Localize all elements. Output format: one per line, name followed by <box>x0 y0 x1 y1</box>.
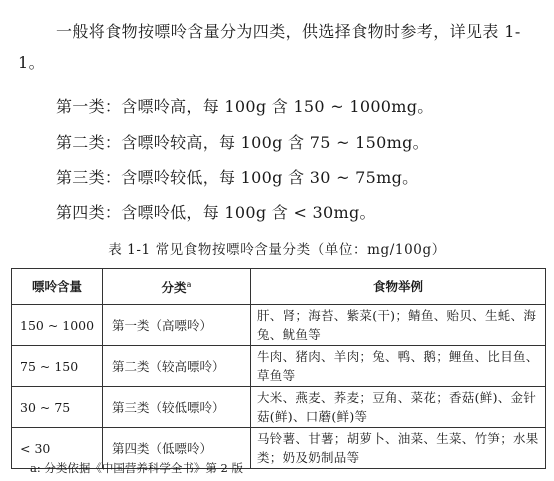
category-line-3: 第三类：含嘌呤较低，每 100g 含 30 ~ 75mg。 <box>56 168 419 187</box>
table-caption: 表 1-1 常见食物按嘌呤含量分类（单位：mg/100g） <box>108 242 446 258</box>
category-line-4: 第四类：含嘌呤低，每 100g 含 < 30mg。 <box>56 203 376 222</box>
header-category-footnote-mark: a <box>186 280 192 290</box>
table-footnote: a: 分类依据《中国营养科学全书》第 2 版 <box>30 461 244 475</box>
header-examples <box>251 269 546 305</box>
cell-category: 第二类（较高嘌呤） <box>103 346 251 387</box>
header-examples-label: 食物举例 <box>372 279 423 294</box>
intro-text: 一般将食物按嘌呤含量分为四类，供选择食物时参考，详见表 1-1。 <box>18 22 521 72</box>
table-header-row <box>12 269 546 305</box>
table-row <box>12 346 546 387</box>
cell-content: 30 ~ 75 <box>12 387 103 428</box>
cell-examples: 马铃薯、甘薯；胡萝卜、油菜、生菜、竹笋；水果类；奶及奶制品等 <box>251 428 546 469</box>
cell-category: 第一类（高嘌呤） <box>103 305 251 346</box>
header-category <box>103 269 251 305</box>
category-line-1: 第一类：含嘌呤高，每 100g 含 150 ~ 1000mg。 <box>56 97 434 116</box>
category-line-2: 第二类：含嘌呤较高，每 100g 含 75 ~ 150mg。 <box>56 133 429 152</box>
intro-paragraph <box>18 16 538 78</box>
header-content <box>12 269 103 305</box>
cell-content: 75 ~ 150 <box>12 346 103 387</box>
cell-content: < 30 <box>12 428 103 469</box>
cell-examples: 肝、肾；海苔、紫菜(干)；鲭鱼、贻贝、生蚝、海兔、鱿鱼等 <box>251 305 546 346</box>
cell-examples: 大米、燕麦、荞麦；豆角、菜花；香菇(鲜)、金针菇(鲜)、口蘑(鲜)等 <box>251 387 546 428</box>
cell-category: 第四类（低嘌呤） <box>103 428 251 469</box>
table-row <box>12 387 546 428</box>
cell-content: 150 ~ 1000 <box>12 305 103 346</box>
purine-table <box>11 268 546 469</box>
cell-examples: 牛肉、猪肉、羊肉；兔、鸭、鹅；鲤鱼、比目鱼、草鱼等 <box>251 346 546 387</box>
header-category-label: 分类 <box>161 280 187 296</box>
header-content-label: 嘌呤含量 <box>31 279 82 294</box>
cell-category: 第三类（较低嘌呤） <box>103 387 251 428</box>
table-row <box>12 305 546 346</box>
